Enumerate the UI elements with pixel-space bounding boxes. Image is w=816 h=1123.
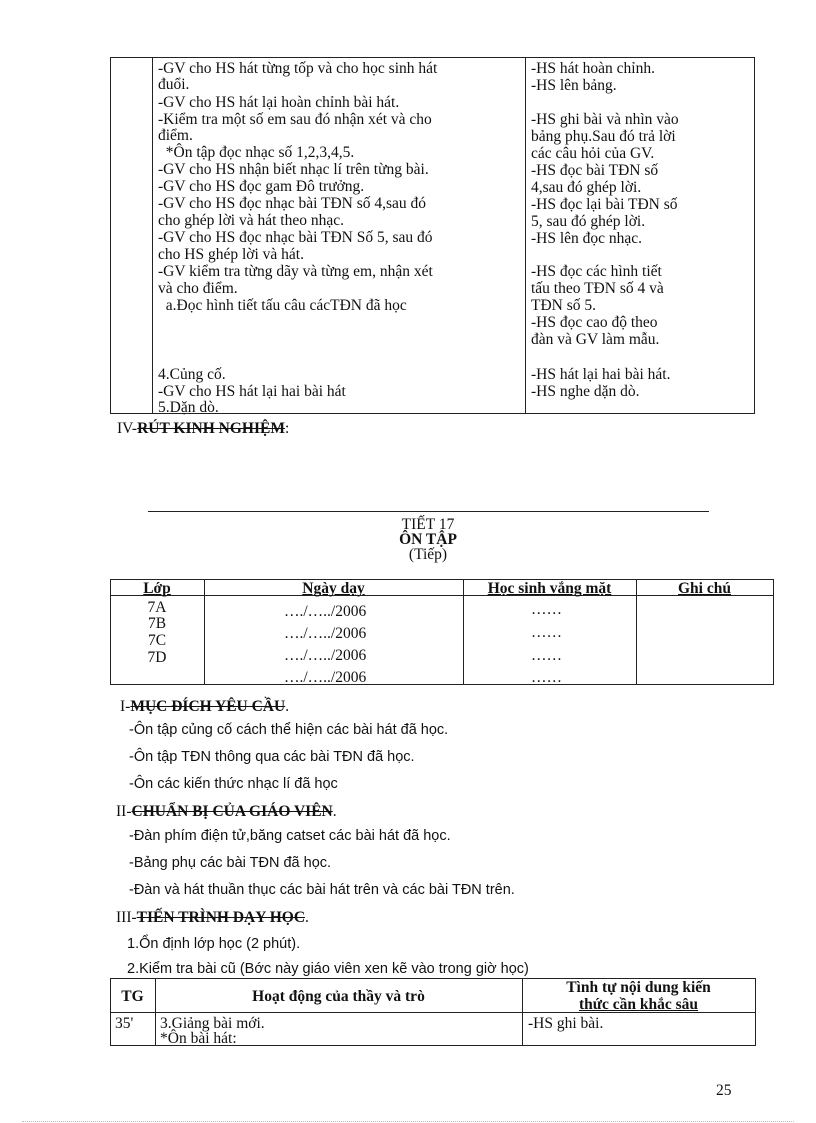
table-header: Tình tự nội dung kiến xyxy=(566,979,711,996)
text-line: -GV cho HS hát lại hai bài hát xyxy=(158,383,346,400)
text-line: -HS hát hoàn chỉnh. xyxy=(531,60,655,77)
text-line: -GV cho HS đọc nhạc bài TĐN số 4,sau đó xyxy=(158,195,427,212)
absent-cell: …… xyxy=(531,601,562,618)
footer-dotted-line xyxy=(22,1121,794,1122)
text-line: điểm. xyxy=(158,127,193,144)
text-line: -HS đọc các hình tiết xyxy=(531,263,662,280)
text-line: -HS đọc cao độ theo xyxy=(531,314,658,331)
list-item: -Đàn phím điện tử,băng catset các bài hát đã học. xyxy=(129,828,451,844)
section-title: TIẾN TRÌNH DẠY HỌC xyxy=(136,909,306,926)
text-line: bảng phụ.Sau đó trả lời xyxy=(531,128,676,145)
table-header: Ghi chú xyxy=(678,580,731,597)
text-line: *Ôn tập đọc nhạc số 1,2,3,4,5. xyxy=(158,144,355,161)
section-prefix: I- xyxy=(120,698,131,715)
text-line: tấu theo TĐN số 4 và xyxy=(531,280,664,297)
list-item: -Ôn các kiến thức nhạc lí đã học xyxy=(129,776,338,792)
class-cell: 7D xyxy=(147,649,167,666)
text-line: -GV cho HS hát từng tốp và cho học sinh hát xyxy=(158,60,438,77)
text-line: đuổi. xyxy=(158,76,190,93)
section-title: MỤC ĐÍCH YÊU CẦU xyxy=(130,698,286,715)
class-cell: 7A xyxy=(147,599,167,616)
text-line: -HS đọc lại bài TĐN số xyxy=(531,196,678,213)
section-prefix: II- xyxy=(116,803,132,820)
activity-line: *Ôn bài hát: xyxy=(160,1030,237,1047)
section-suffix: . xyxy=(332,803,337,820)
table-header: thức cần khắc sâu xyxy=(578,996,699,1013)
absent-cell: …… xyxy=(531,624,562,641)
table-header: Lớp xyxy=(143,580,171,597)
text-line: -HS đọc bài TĐN số xyxy=(531,162,659,179)
section-title: RÚT KINH NGHIỆM xyxy=(137,420,285,437)
date-cell: …./…../2006 xyxy=(284,669,367,686)
text-line: -Kiểm tra một số em sau đó nhận xét và cho xyxy=(158,111,432,128)
section-ii-heading xyxy=(116,803,337,820)
section-suffix: . xyxy=(305,909,309,926)
text-line: các câu hỏi của GV. xyxy=(531,145,655,162)
lesson-subtitle: ÔN TẬP xyxy=(399,531,457,548)
content-cell: -HS ghi bài. xyxy=(528,1015,604,1032)
table-header: Hoạt động của thầy và trò xyxy=(252,988,425,1005)
text-line: -HS lên bảng. xyxy=(531,77,617,94)
section-iii-heading xyxy=(116,909,309,926)
section-title: CHUẨN BỊ CỦA GIÁO VIÊN xyxy=(131,803,333,820)
text-line: a.Đọc hình tiết tấu câu cácTĐN đã học xyxy=(158,297,407,314)
text-line: đàn và GV làm mẫu. xyxy=(531,331,660,348)
text-line: -GV cho HS hát lại hoàn chỉnh bài hát. xyxy=(158,94,400,111)
table-header: Ngày dạy xyxy=(302,580,365,597)
section-i-heading xyxy=(120,698,289,715)
text-line: -GV kiểm tra từng dãy và từng em, nhận xét xyxy=(158,263,433,280)
list-item: -Bảng phụ các bài TĐN đã học. xyxy=(129,855,332,871)
section-suffix: : xyxy=(284,420,290,437)
text-line: -HS lên đọc nhạc. xyxy=(531,230,643,247)
text-line: 5.Dặn dò. xyxy=(158,399,219,416)
text-line: TĐN số 5. xyxy=(531,297,597,314)
text-line: -GV cho HS nhận biết nhạc lí trên từng bài. xyxy=(158,161,429,178)
page-number: 25 xyxy=(716,1082,732,1099)
absent-cell: …… xyxy=(531,647,562,664)
activity-line: 3.Giảng bài mới. xyxy=(160,1015,265,1032)
section-iv-heading xyxy=(117,420,289,437)
section-suffix: . xyxy=(285,698,290,715)
lesson-note: (Tiếp) xyxy=(408,546,448,563)
text-line: -HS nghe dặn dò. xyxy=(531,383,640,400)
date-cell: …./…../2006 xyxy=(284,625,367,642)
date-cell: …./…../2006 xyxy=(284,647,367,664)
list-item: -Ôn tập TĐN thông qua các bài TĐN đã học. xyxy=(129,749,415,765)
section-prefix: III- xyxy=(116,909,137,926)
text-line: -HS hát lại hai bài hát. xyxy=(531,366,671,383)
text-line: cho HS ghép lời và hát. xyxy=(158,246,304,263)
class-cell: 7C xyxy=(147,632,167,649)
list-item: 1.Ổn định lớp học (2 phút). xyxy=(127,936,301,952)
table-header: TG xyxy=(121,988,144,1005)
list-item: -Ôn tập củng cố cách thể hiện các bài hát đã học. xyxy=(129,722,449,738)
list-item: 2.Kiểm tra bài cũ (Bớc này giáo viên xen kẽ vào trong giờ học) xyxy=(127,961,529,977)
text-line: -GV cho HS đọc gam Đô trưởng. xyxy=(158,178,365,195)
text-line: và cho điểm. xyxy=(158,280,238,297)
time-cell: 35' xyxy=(115,1015,134,1032)
text-line: 4.Củng cố. xyxy=(158,366,226,383)
section-prefix: IV- xyxy=(117,420,138,437)
table-header: Học sinh vắng mặt xyxy=(487,580,612,597)
lesson-title: TIẾT 17 xyxy=(401,516,455,533)
text-line: -HS ghi bài và nhìn vào xyxy=(531,111,679,128)
text-line: -GV cho HS đọc nhạc bài TĐN Số 5, sau đó xyxy=(158,229,433,246)
list-item: -Đàn và hát thuần thục các bài hát trên và các bài TĐN trên. xyxy=(129,882,515,898)
date-cell: …./…../2006 xyxy=(284,603,367,620)
text-line: 5, sau đó ghép lời. xyxy=(531,213,646,230)
text-line: 4,sau đó ghép lời. xyxy=(531,179,642,196)
divider xyxy=(148,511,709,512)
class-cell: 7B xyxy=(147,615,167,632)
absent-cell: …… xyxy=(531,669,562,686)
text-line: cho ghép lời và hát theo nhạc. xyxy=(158,212,344,229)
